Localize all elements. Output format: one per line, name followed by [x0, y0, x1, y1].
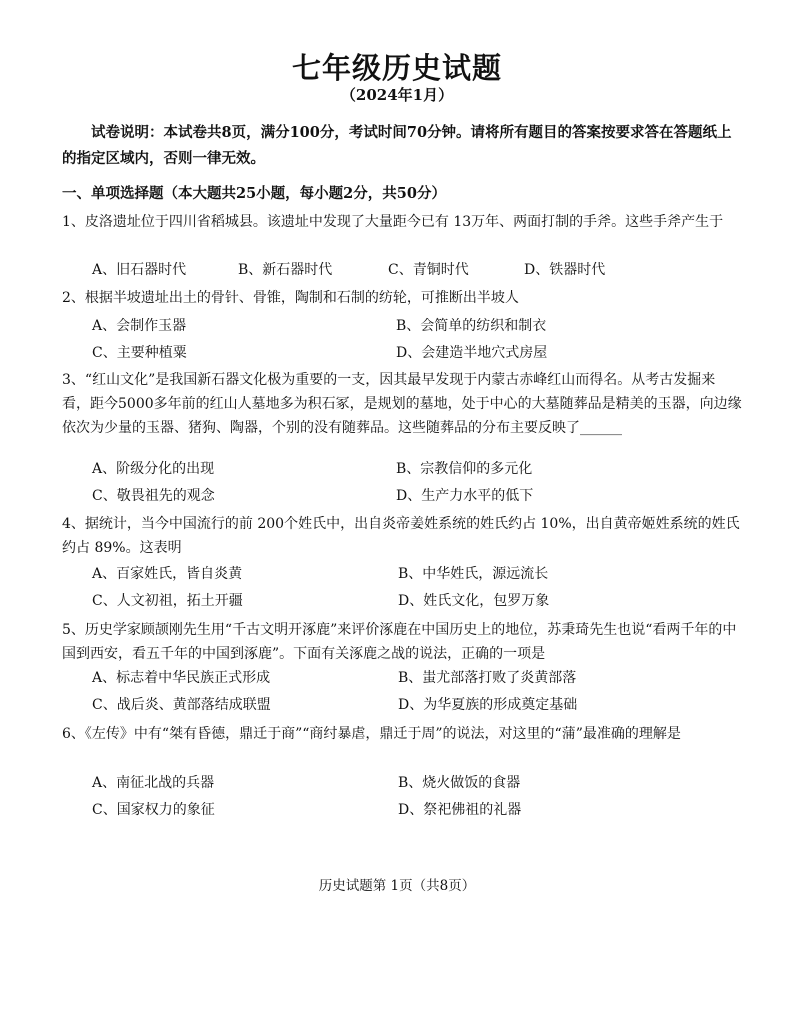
- question-4-options-row-2: [92, 589, 742, 613]
- question-2-stem: 2、根据半坡遗址出土的骨针、骨锥，陶制和石制的纺轮，可推断出半坡人: [62, 290, 519, 306]
- question-3-option-a: A、阶级分化的出现: [92, 461, 215, 477]
- question-4-option-b: B、中华姓氏，源远流长: [398, 566, 549, 582]
- page-footer: 历史试题第 1页（共8页）: [318, 878, 476, 894]
- question-4-options-row-1: [92, 562, 742, 586]
- question-5-options-row-2: [92, 693, 742, 717]
- question-1-stem: 1、皮洛遗址位于四川省稻城县。该遗址中发现了大量距今已有 13万年、两面打制的手斧。这些手斧产生于: [62, 214, 724, 230]
- question-6-option-c: C、国家权力的象征: [92, 802, 215, 818]
- question-6-option-a: A、南征北战的兵器: [92, 775, 215, 791]
- question-5-option-c: C、战后炎、黄部落结成联盟: [92, 697, 271, 713]
- question-4-option-a: A、百家姓氏，皆自炎黄: [92, 566, 243, 582]
- question-3-option-b: B、宗教信仰的多元化: [396, 461, 533, 477]
- question-6-option-d: D、祭祀佛祖的礼器: [398, 802, 522, 818]
- question-3-stem: 3、“红山文化”是我国新石器文化极为重要的一支，因其最早发现于内蒙古赤峰红山而得名。从考古发掘来看，距今5000多年前的红山人墓地多为积石冢，是规划的墓地，处于中心的大墓随葬品是精美的玉器，向边缘依次为少量的玉器、猪狗、陶器，个别的没有随葬品。这些随葬品的分布主要反映了______: [62, 372, 742, 436]
- question-1-option-a: A、旧石器时代: [92, 262, 187, 278]
- question-2-option-b: B、会简单的纺织和制衣: [396, 318, 547, 334]
- question-5-option-a: A、标志着中华民族正式形成: [92, 670, 271, 686]
- question-2-option-a: A、会制作玉器: [92, 318, 187, 334]
- exam-date: （2024年1月）: [340, 86, 454, 104]
- question-3-option-c: C、敬畏祖先的观念: [92, 488, 215, 504]
- question-6-options-row-2: [92, 798, 742, 822]
- question-2-options-row-1: [92, 314, 742, 338]
- question-2-option-c: C、主要种植粟: [92, 345, 187, 361]
- question-5-options-row-1: [92, 666, 742, 690]
- question-4-stem: 4、据统计，当今中国流行的前 200个姓氏中，出自炎帝姜姓系统的姓氏约占 10%，出自黄帝姬姓系统的姓氏约占 89%。这表明: [62, 516, 740, 556]
- question-4-option-c: C、人文初祖，拓土开疆: [92, 593, 243, 609]
- question-1-option-b: B、新石器时代: [238, 262, 333, 278]
- question-5-option-d: D、为华夏族的形成奠定基础: [398, 697, 578, 713]
- exam-instructions: 试卷说明：本试卷共8页，满分100分，考试时间70分钟。请将所有题目的答案按要求答在答题纸上的指定区域内，否则一律无效。: [62, 124, 732, 167]
- question-3-options-row-1: [92, 457, 742, 481]
- question-1-option-d: D、铁器时代: [524, 262, 606, 278]
- question-3-option-d: D、生产力水平的低下: [396, 488, 534, 504]
- exam-title: 七年级历史试题: [291, 51, 502, 85]
- question-5-stem: 5、历史学家顾颉刚先生用“千古文明开涿鹿”来评价涿鹿在中国历史上的地位，苏秉琦先生也说“看两千年的中国到西安，看五千年的中国到涿鹿”。下面有关涿鹿之战的说法，正确的一项是: [62, 622, 737, 662]
- question-2-option-d: D、会建造半地穴式房屋: [396, 345, 548, 361]
- question-5-option-b: B、蚩尤部落打败了炎黄部落: [398, 670, 577, 686]
- question-2-options-row-2: [92, 341, 742, 365]
- question-6-option-b: B、烧火做饭的食器: [398, 775, 521, 791]
- question-4-option-d: D、姓氏文化，包罗万象: [398, 593, 550, 609]
- question-6-options-row-1: [92, 771, 742, 795]
- question-6-stem: 6、《左传》中有“桀有昏德，鼎迁于商”“商纣暴虐，鼎迁于周”的说法，对这里的“蒲”最准确的理解是: [62, 726, 681, 742]
- section-heading-single-choice: 一、单项选择题（本大题共25小题，每小题2分，共50分）: [62, 185, 446, 202]
- question-1-options: [92, 258, 742, 282]
- question-3-options-row-2: [92, 484, 742, 508]
- question-1-option-c: C、青铜时代: [388, 262, 469, 278]
